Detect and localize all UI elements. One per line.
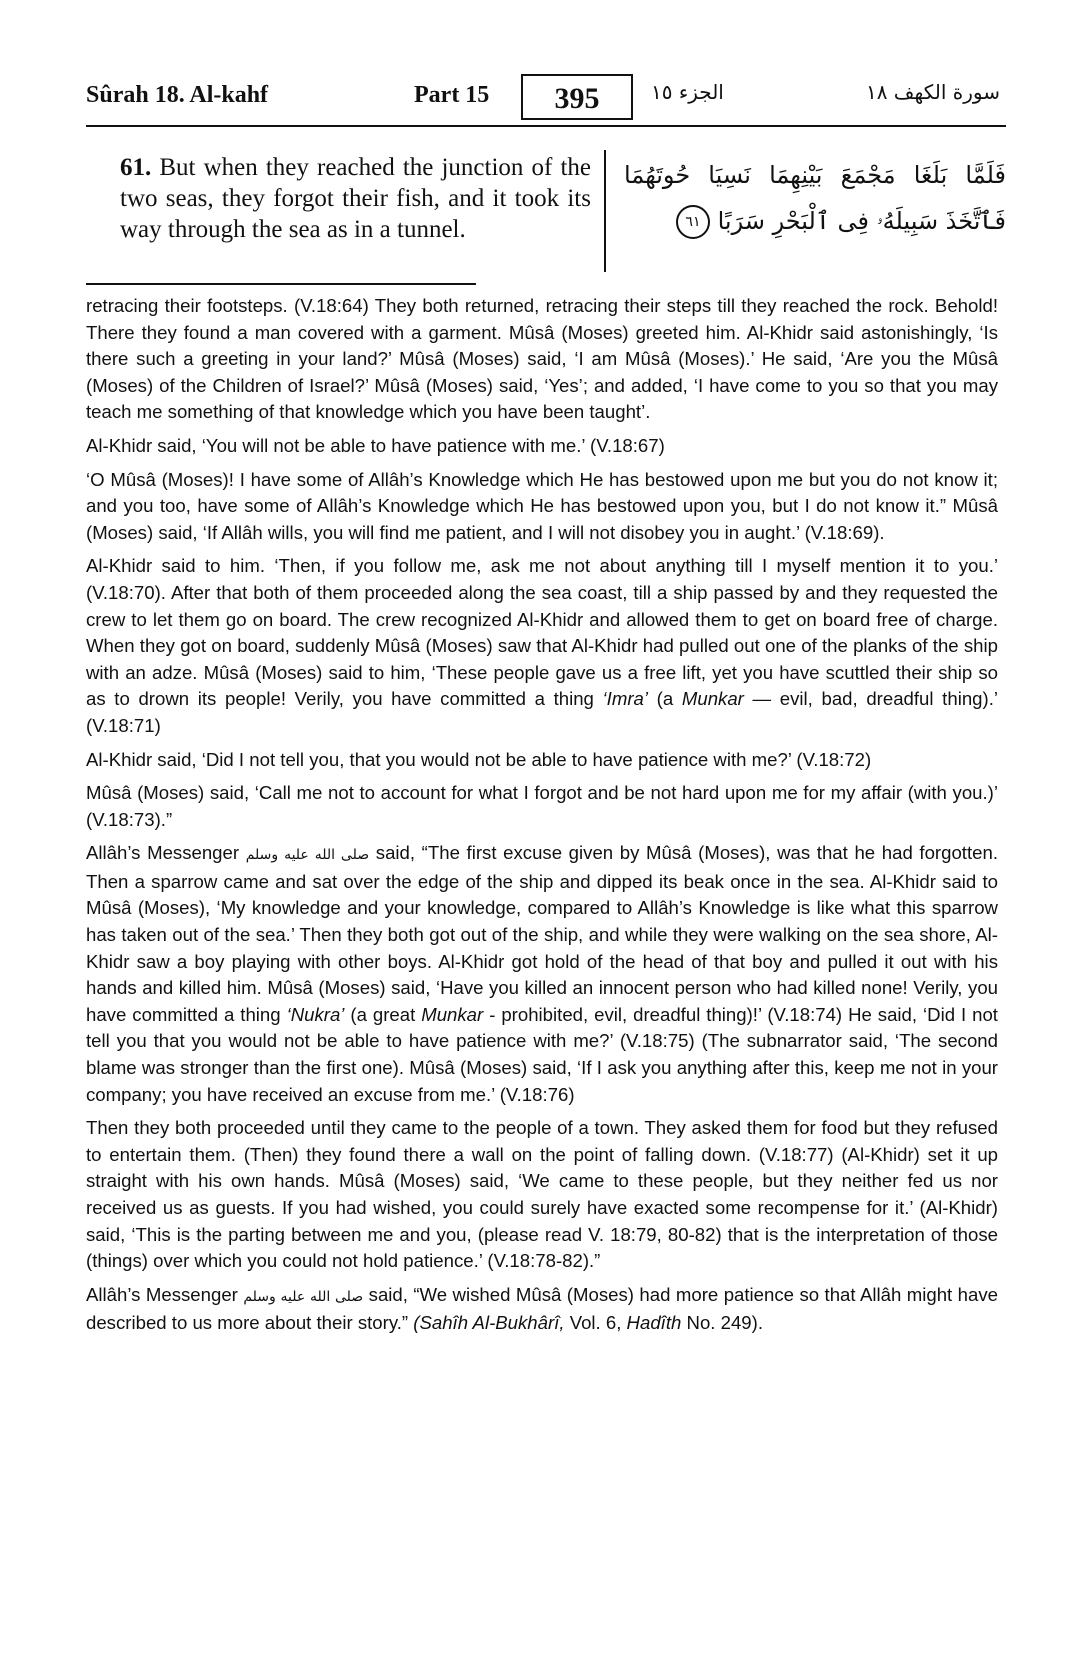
part-label-en: Part 15 xyxy=(414,82,490,108)
text-run: (a great xyxy=(350,1003,416,1025)
verse-arabic xyxy=(624,152,1006,244)
footnote-paragraph: ‘O Mûsâ (Moses)! I have some of Allâh’s Knowledge which He has bestowed upon me but you do not know it; and you too, have some of Allâh’s Knowledge which He has bestowed upon you, but I do not know it.” Mûsâ (Moses) said, ‘If Allâh wills, you will find me patient, and I will not disobey you in aught.’ (V.18:69). xyxy=(86,468,998,543)
italic-term: Hadîth xyxy=(626,1312,682,1334)
footnote-paragraph: Then they both proceeded until they came to the people of a town. They asked them for food but they refused to entertain them. (Then) they found there a wall on the point of falling down. (V.18:77) (Al-Khidr) set it up straight with his own hands. Mûsâ (Moses) said, ‘We came to these people, but they neither fed us nor received us as guests. If you had wished, you could surely have exacted some recompense for it.’ (Al-Khidr) said, ‘This is the parting between me and you, (please read V. 18:79, 80-82) that is the interpretation of those (things) over which you could not hold patience.’ (V.18:78-82).” xyxy=(86,1117,998,1272)
verse-text-en: But when they reached the junction of the two seas, they forgot their fish, and it took its way through the sea as in a tunnel. xyxy=(120,154,591,243)
surah-title-en: Sûrah 18. Al-kahf xyxy=(86,82,269,108)
surah-title-ar: سورة الكهف ١٨ xyxy=(865,80,1000,104)
italic-term: ‘Nukra’ xyxy=(286,1003,345,1025)
verse-text-ar: فَلَمَّا بَلَغَا مَجْمَعَ بَيْنِهِمَا نَسِيَا حُوتَهُمَا فَٱتَّخَذَ سَبِيلَهُۥ فِى ٱلْبَحْرِ سَرَبًا xyxy=(624,161,1006,235)
text-run: Vol. 6, xyxy=(569,1312,622,1334)
header-rule xyxy=(86,125,1006,127)
salawat-ar: صلى الله عليه وسلم xyxy=(243,1288,364,1305)
italic-term: Munkar xyxy=(681,688,744,710)
verse-translation xyxy=(86,152,591,245)
ayah-number-medallion: ٦١ xyxy=(676,205,710,239)
footnote-body xyxy=(86,293,998,1344)
footnote-paragraph: retracing their footsteps. (V.18:64) They both returned, retracing their steps till they reached the rock. Behold! There they found a man covered with a garment. Mûsâ (Moses) greeted him. Al-Khidr said astonishingly, ‘Is there such a greeting in your land?’ Mûsâ (Moses) said, ‘I am Mûsâ (Moses).’ He said, ‘Are you the Mûsâ (Moses) of the Children of Israel?’ Mûsâ (Moses) said, ‘Yes’; and added, ‘I have come to you so that you may teach me something of that knowledge which you have been taught’. xyxy=(86,295,998,423)
text-run: No. 249). xyxy=(686,1312,763,1334)
text-run: said, “We wished Mûsâ (Moses) had more patience so that Allâh might have described to us more about their story.” xyxy=(86,1283,998,1334)
juz-label-ar: الجزء ١٥ xyxy=(651,80,724,104)
footnote-paragraph: Mûsâ (Moses) said, ‘Call me not to account for what I forgot and be not hard upon me for my affair (with you.)’ (V.18:73).” xyxy=(86,782,998,830)
citation-source: (Sahîh Al-Bukhârî, xyxy=(413,1312,565,1334)
running-header xyxy=(86,78,1006,126)
footnote-paragraph: Al-Khidr said, ‘You will not be able to have patience with me.’ (V.18:67) xyxy=(86,434,665,456)
text-run: Al-Khidr said to him. ‘Then, if you follow me, ask me not about anything till I myself mention it to you.’ (V.18:70). After that both of them proceeded along the sea coast, till a ship passed by and they requested the crew to let them go on board. The crew recognized Al-Khidr and allowed them to get on board free of charge. When they got on board, suddenly Mûsâ (Moses) saw that Al-Khidr had pulled out one of the planks of the ship with an adze. Mûsâ (Moses) said to him, ‘These people gave us a free lift, yet you have scuttled their ship so as to drown its people! Verily, you have committed a thing xyxy=(86,555,998,710)
footnote-paragraph: Al-Khidr said, ‘Did I not tell you, that you would not be able to have patience with me?’ (V.18:72) xyxy=(86,748,872,770)
text-run: - prohibited, evil, dreadful thing)!’ (V.18:74) He said, ‘Did I not tell you that you would not be able to have patience with me?’ (V.18:75) (The subnarrator said, ‘The second blame was stronger than the first one). Mûsâ (Moses) said, ‘If I ask you anything after this, keep me not in your company; you have received an excuse from me.’ (V.18:76) xyxy=(86,1003,998,1105)
column-divider xyxy=(604,150,606,272)
text-run: Allâh’s Messenger xyxy=(86,842,240,864)
salawat-ar: صلى الله عليه وسلم xyxy=(245,847,370,864)
page-number: 395 xyxy=(521,74,633,120)
italic-term: Munkar xyxy=(421,1003,484,1025)
text-run: (a xyxy=(656,688,674,710)
text-run: said, “The first excuse given by Mûsâ (Moses), was that he had forgotten. Then a sparrow came and sat over the edge of the ship and dipped its beak once in the sea. Al-Khidr said to Mûsâ (Moses), ‘My knowledge and your knowledge, compared to Allâh’s Knowledge is like what this sparrow has taken out of the sea.’ Then they both got out of the ship, and while they were walking on the sea shore, Al-Khidr saw a boy playing with other boys. Al-Khidr got hold of the head of that boy and pulled it out with his hands and killed him. Mûsâ (Moses) said, ‘Have you killed an innocent person who had killed none! Verily, you have committed a thing xyxy=(86,842,998,1025)
footnote-paragraph xyxy=(86,553,998,739)
footnote-paragraph xyxy=(86,840,998,1108)
footnote-rule xyxy=(86,283,476,285)
italic-term: ‘Imra’ xyxy=(602,688,648,710)
verse-number: 61. xyxy=(120,154,152,181)
footnote-paragraph xyxy=(86,1282,998,1337)
text-run: — evil, bad, dreadful thing).’ (V.18:71) xyxy=(86,688,998,736)
text-run: Allâh’s Messenger xyxy=(86,1283,238,1305)
